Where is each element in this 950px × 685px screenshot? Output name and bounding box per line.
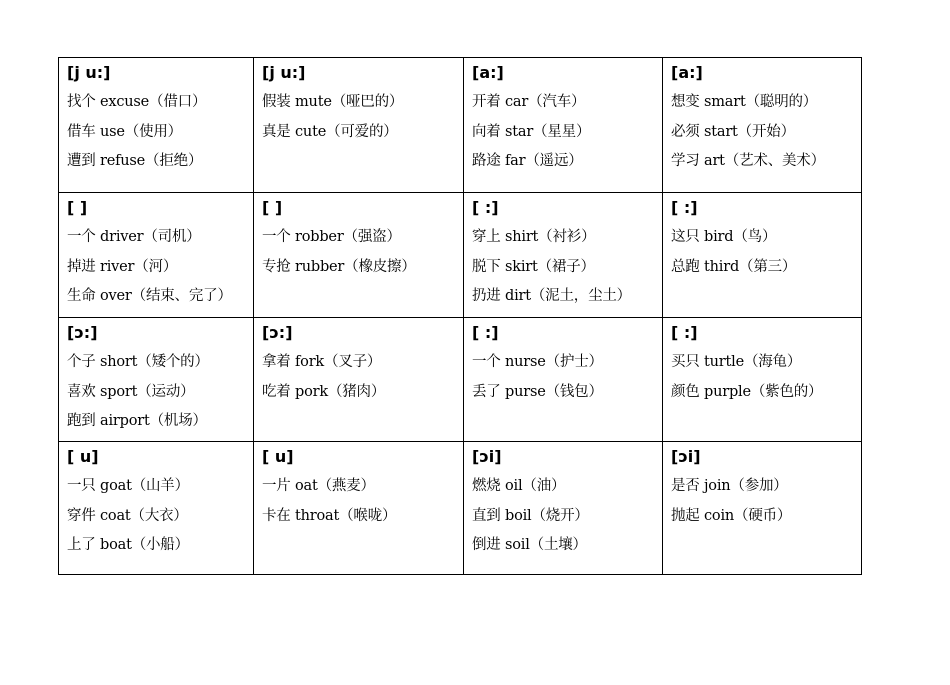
rhyme-line: 遭到 refuse（拒绝） (67, 153, 203, 169)
table-cell (663, 193, 862, 318)
rhyme-line: 是否 join（参加） (671, 478, 788, 494)
phonetic-symbol: [j u:] (262, 63, 306, 82)
phonetic-symbol: [ɔ:] (262, 323, 293, 342)
table-cell (254, 193, 464, 318)
table-cell (254, 318, 464, 442)
table-row (59, 442, 862, 575)
table-row (59, 58, 862, 193)
table-cell (663, 318, 862, 442)
rhyme-line: 卡在 throat（喉咙） (262, 507, 397, 524)
rhyme-line: 买只 turtle（海龟） (671, 354, 802, 370)
rhyme-line: 总跑 third（第三） (671, 258, 797, 275)
phonetic-symbol: [ɔi] (472, 447, 502, 466)
rhyme-line: 一只 goat（山羊） (67, 478, 189, 494)
rhyme-line: 丢了 purse（钱包） (472, 383, 603, 400)
phonetic-symbol: [ :] (472, 323, 499, 342)
rhyme-line: 吃着 pork（猪肉） (262, 383, 386, 400)
table-row (59, 193, 862, 318)
rhyme-line: 穿上 shirt（衬衫） (472, 229, 596, 245)
rhyme-line: 拿着 fork（叉子） (262, 354, 382, 370)
rhyme-line: 喜欢 sport（运动） (67, 383, 195, 400)
phonetic-symbol: [ u] (67, 447, 99, 466)
rhyme-line: 掉进 river（河） (67, 258, 178, 275)
phonetic-symbol: [ ] (262, 198, 283, 217)
rhyme-line: 学习 art（艺术、美术） (671, 153, 825, 169)
rhyme-line: 跑到 airport（机场） (67, 413, 207, 429)
table-cell (59, 193, 254, 318)
rhyme-line: 扔进 dirt（泥土，尘土） (472, 288, 631, 304)
rhyme-line: 直到 boil（烧开） (472, 507, 589, 524)
table-cell (464, 58, 663, 193)
table-cell (464, 442, 663, 575)
phonetic-symbol: [j u:] (67, 63, 111, 82)
rhyme-line: 开着 car（汽车） (472, 94, 586, 110)
table-row (59, 318, 862, 442)
rhyme-line: 借车 use（使用） (67, 123, 182, 140)
table-cell (254, 58, 464, 193)
rhyme-line: 想变 smart（聪明的） (671, 94, 818, 110)
table-cell (464, 318, 663, 442)
table-cell (59, 318, 254, 442)
rhyme-line: 颜色 purple（紫色的） (671, 383, 823, 400)
rhyme-line: 倒进 soil（土壤） (472, 537, 587, 553)
rhyme-line: 路途 far（遥远） (472, 153, 583, 169)
phonics-table-body (59, 58, 862, 575)
rhyme-line: 找个 excuse（借口） (67, 94, 207, 110)
phonetic-symbol: [ :] (671, 323, 698, 342)
rhyme-line: 生命 over（结束、完了） (67, 288, 232, 304)
rhyme-line: 一个 robber（强盗） (262, 229, 401, 245)
table-cell (59, 442, 254, 575)
phonetic-symbol: [ ] (67, 198, 88, 217)
phonetic-symbol: [ :] (472, 198, 499, 217)
rhyme-line: 这只 bird（鸟） (671, 229, 777, 245)
phonetic-symbol: [ :] (671, 198, 698, 217)
rhyme-line: 一个 driver（司机） (67, 229, 201, 245)
table-cell (663, 58, 862, 193)
phonetic-symbol: [ u] (262, 447, 294, 466)
rhyme-line: 上了 boat（小船） (67, 537, 189, 553)
table-cell (663, 442, 862, 575)
phonetic-symbol: [a:] (472, 63, 504, 82)
table-cell (59, 58, 254, 193)
phonetic-symbol: [a:] (671, 63, 703, 82)
rhyme-line: 专抢 rubber（橡皮擦） (262, 258, 416, 275)
rhyme-line: 一个 nurse（护士） (472, 354, 603, 370)
rhyme-line: 真是 cute（可爱的） (262, 123, 398, 140)
rhyme-line: 个子 short（矮个的） (67, 354, 209, 370)
phonetic-symbol: [ɔi] (671, 447, 701, 466)
rhyme-line: 穿件 coat（大衣） (67, 507, 188, 524)
rhyme-line: 一片 oat（燕麦） (262, 478, 375, 494)
phonetic-symbol: [ɔ:] (67, 323, 98, 342)
rhyme-line: 燃烧 oil（油） (472, 478, 566, 494)
phonics-table (58, 57, 862, 575)
table-cell (254, 442, 464, 575)
rhyme-line: 脱下 skirt（裙子） (472, 258, 595, 275)
rhyme-line: 抛起 coin（硬币） (671, 507, 792, 524)
rhyme-line: 向着 star（星星） (472, 123, 591, 140)
table-cell (464, 193, 663, 318)
rhyme-line: 必须 start（开始） (671, 123, 795, 140)
rhyme-line: 假装 mute（哑巴的） (262, 94, 404, 110)
